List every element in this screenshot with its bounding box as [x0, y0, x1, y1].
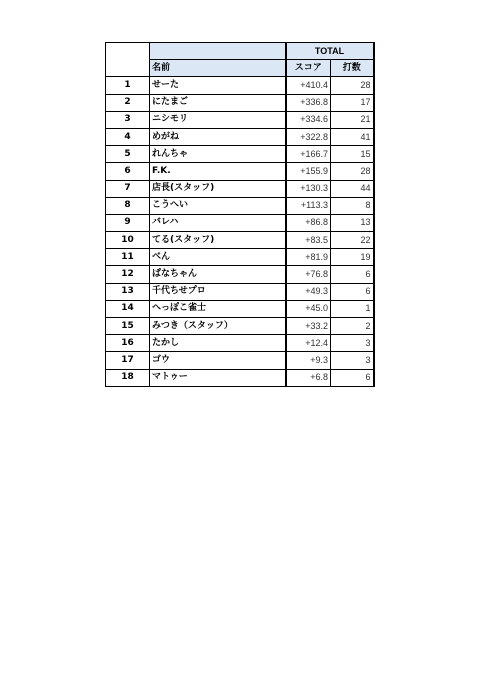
header-count: 打数: [331, 60, 374, 77]
score-cell: +12.4: [286, 335, 331, 352]
rank-cell: 3: [106, 111, 150, 128]
score-cell: +45.0: [286, 300, 331, 317]
table-row: [106, 249, 374, 266]
header-row-total: [106, 43, 374, 60]
name-cell: へっぽこ雀士: [150, 300, 286, 317]
score-cell: +130.3: [286, 180, 331, 197]
count-cell: 17: [331, 94, 374, 111]
score-cell: +49.3: [286, 283, 331, 300]
table-row: [106, 300, 374, 317]
rank-cell: 13: [106, 283, 150, 300]
name-cell: べん: [150, 249, 286, 266]
name-cell: バレハ: [150, 214, 286, 231]
name-cell: ぱなちゃん: [150, 266, 286, 283]
count-cell: 44: [331, 180, 374, 197]
score-cell: +83.5: [286, 232, 331, 249]
table-row: [106, 77, 374, 94]
header-blank-cell: [150, 43, 286, 60]
header-score: スコア: [286, 60, 331, 77]
ranking-table: [105, 42, 375, 387]
score-cell: +33.2: [286, 318, 331, 335]
rank-cell: 10: [106, 232, 150, 249]
score-cell: +6.8: [286, 369, 331, 386]
table-row: [106, 318, 374, 335]
count-cell: 41: [331, 128, 374, 145]
table-row: [106, 197, 374, 214]
score-cell: +155.9: [286, 163, 331, 180]
score-cell: +81.9: [286, 249, 331, 266]
count-cell: 8: [331, 197, 374, 214]
rank-cell: 11: [106, 249, 150, 266]
table-row: [106, 352, 374, 369]
name-cell: めがね: [150, 128, 286, 145]
header-total: TOTAL: [286, 43, 374, 60]
name-cell: こうへい: [150, 197, 286, 214]
name-cell: 店長(スタッフ): [150, 180, 286, 197]
name-cell: にたまご: [150, 94, 286, 111]
name-cell: みつき（スタッフ）: [150, 318, 286, 335]
table-row: [106, 163, 374, 180]
score-cell: +336.8: [286, 94, 331, 111]
rank-cell: 6: [106, 163, 150, 180]
score-cell: +410.4: [286, 77, 331, 94]
table-row: [106, 369, 374, 386]
count-cell: 6: [331, 266, 374, 283]
score-cell: +86.8: [286, 214, 331, 231]
score-cell: +166.7: [286, 146, 331, 163]
rank-cell: 5: [106, 146, 150, 163]
header-corner-cell: [106, 43, 150, 77]
count-cell: 3: [331, 352, 374, 369]
rank-cell: 12: [106, 266, 150, 283]
rank-cell: 15: [106, 318, 150, 335]
count-cell: 1: [331, 300, 374, 317]
rank-cell: 8: [106, 197, 150, 214]
table-row: [106, 283, 374, 300]
count-cell: 15: [331, 146, 374, 163]
count-cell: 28: [331, 163, 374, 180]
table-row: [106, 146, 374, 163]
count-cell: 6: [331, 283, 374, 300]
name-cell: せーた: [150, 77, 286, 94]
table-row: [106, 128, 374, 145]
score-cell: +113.3: [286, 197, 331, 214]
rank-cell: 2: [106, 94, 150, 111]
name-cell: てる(スタッフ): [150, 232, 286, 249]
name-cell: たかし: [150, 335, 286, 352]
count-cell: 3: [331, 335, 374, 352]
rank-cell: 17: [106, 352, 150, 369]
rank-cell: 14: [106, 300, 150, 317]
score-cell: +334.6: [286, 111, 331, 128]
table-row: [106, 232, 374, 249]
count-cell: 6: [331, 369, 374, 386]
name-cell: 千代ちせプロ: [150, 283, 286, 300]
count-cell: 13: [331, 214, 374, 231]
rank-cell: 1: [106, 77, 150, 94]
name-cell: ニシモリ: [150, 111, 286, 128]
name-cell: ゴウ: [150, 352, 286, 369]
table-row: [106, 266, 374, 283]
count-cell: 21: [331, 111, 374, 128]
count-cell: 19: [331, 249, 374, 266]
table-row: [106, 94, 374, 111]
name-cell: れんちゃ: [150, 146, 286, 163]
rank-cell: 7: [106, 180, 150, 197]
table-row: [106, 214, 374, 231]
score-cell: +9.3: [286, 352, 331, 369]
count-cell: 22: [331, 232, 374, 249]
count-cell: 2: [331, 318, 374, 335]
count-cell: 28: [331, 77, 374, 94]
table-row: [106, 111, 374, 128]
score-cell: +322.8: [286, 128, 331, 145]
table-row: [106, 180, 374, 197]
name-cell: F.K.: [150, 163, 286, 180]
rank-cell: 4: [106, 128, 150, 145]
rank-cell: 16: [106, 335, 150, 352]
rank-cell: 18: [106, 369, 150, 386]
header-name: 名前: [150, 60, 286, 77]
score-cell: +76.8: [286, 266, 331, 283]
name-cell: マトゥー: [150, 369, 286, 386]
table-row: [106, 335, 374, 352]
rank-cell: 9: [106, 214, 150, 231]
